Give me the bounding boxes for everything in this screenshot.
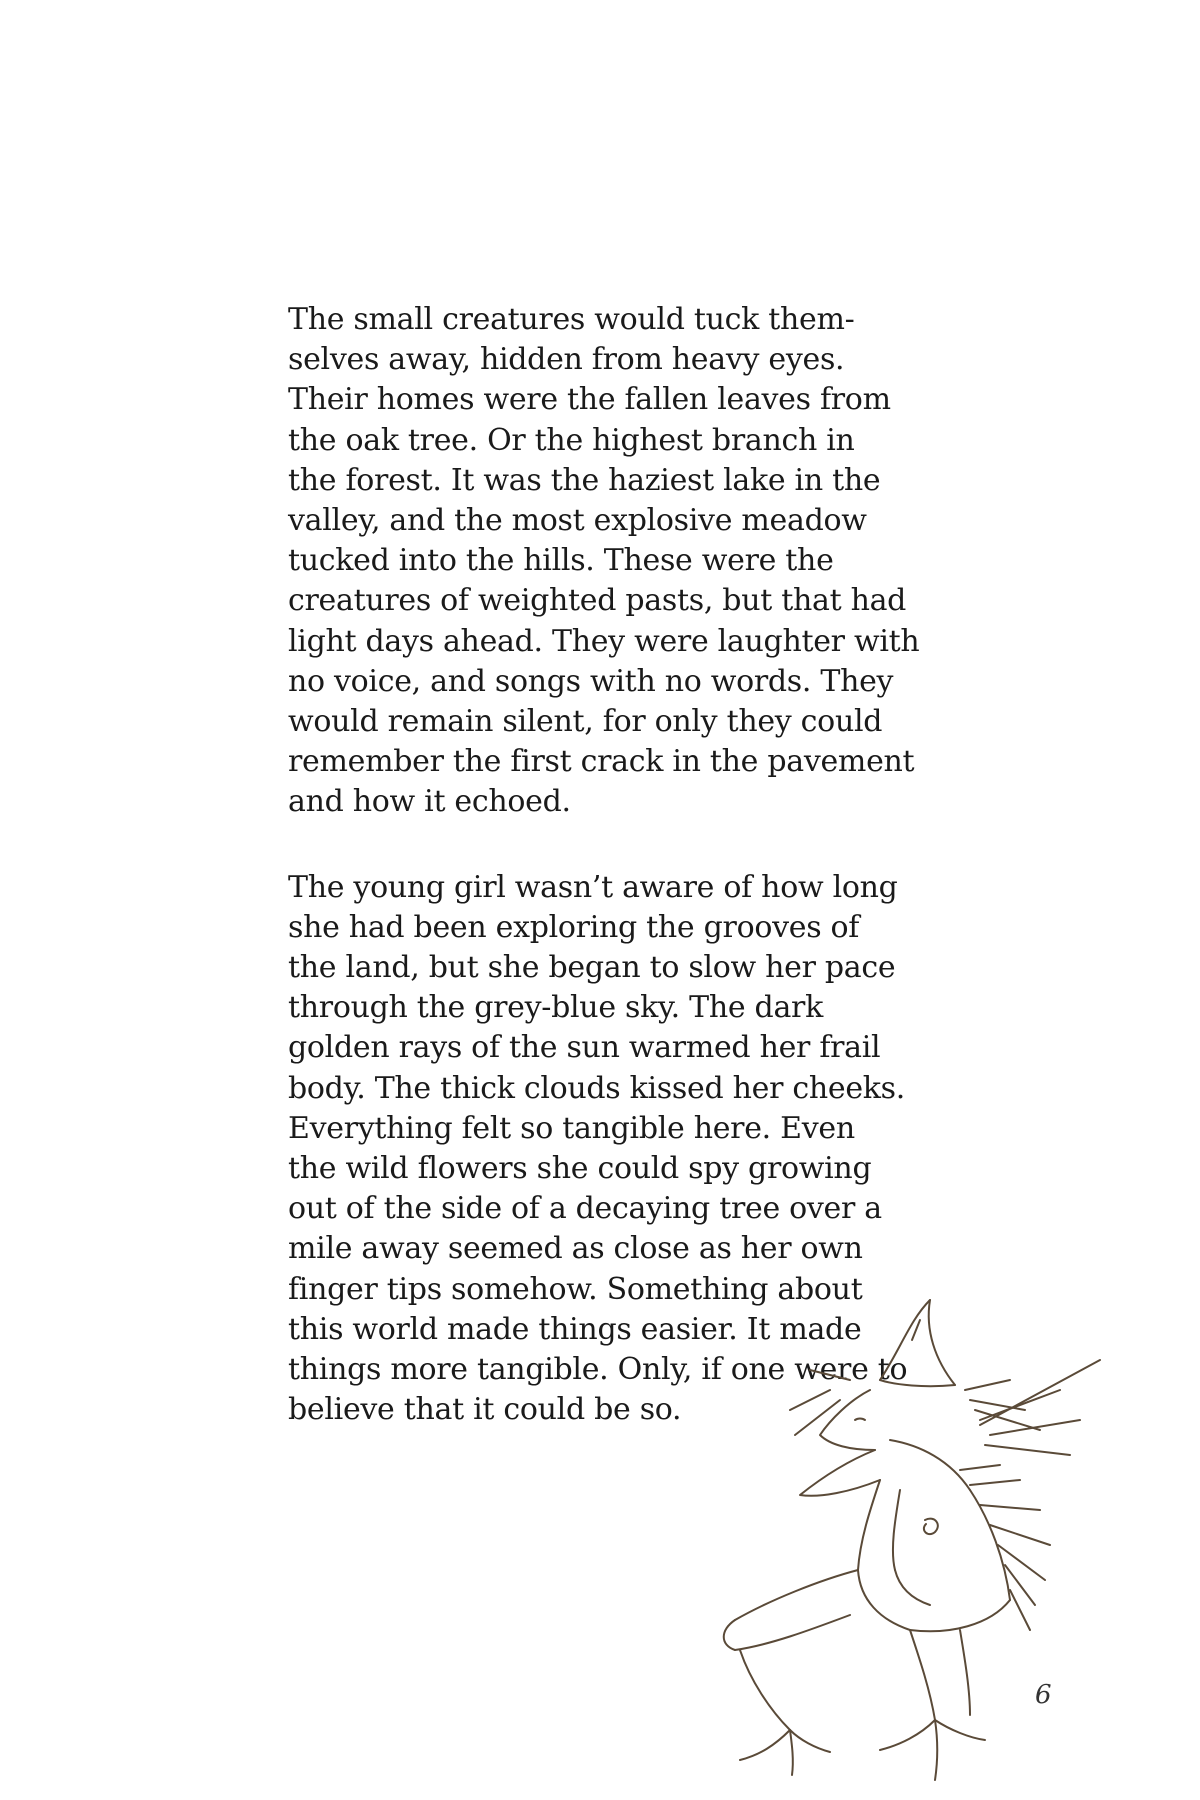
text-line: and how it echoed. bbox=[288, 784, 571, 820]
text-line: creatures of weighted pasts, but that had bbox=[288, 583, 907, 619]
text-line: would remain silent, for only they could bbox=[288, 704, 883, 740]
text-line: valley, and the most explosive meadow bbox=[288, 503, 867, 539]
text-line: the oak tree. Or the highest branch in bbox=[288, 422, 855, 458]
text-line: out of the side of a decaying tree over a bbox=[288, 1191, 882, 1227]
text-line: The small creatures would tuck them- bbox=[288, 302, 855, 337]
text-line: body. The thick clouds kissed her cheeks. bbox=[288, 1070, 905, 1106]
text-line: the forest. It was the haziest lake in the bbox=[288, 462, 881, 498]
text-line: believe that it could be so. bbox=[288, 1392, 682, 1428]
text-line: mile away seemed as close as her own bbox=[288, 1231, 863, 1267]
text-line: the land, but she began to slow her pace bbox=[288, 950, 896, 986]
text-line: The young girl wasn’t aware of how long bbox=[288, 869, 898, 905]
text-line: this world made things easier. It made bbox=[288, 1311, 862, 1347]
text-line: the wild flowers she could spy growing bbox=[288, 1151, 872, 1187]
text-line: selves away, hidden from heavy eyes. bbox=[288, 342, 845, 378]
text-line: Everything felt so tangible here. Even bbox=[288, 1110, 855, 1146]
text-line: things more tangible. Only, if one were to bbox=[288, 1352, 908, 1388]
text-line: she had been exploring the grooves of bbox=[288, 909, 860, 945]
text-line: tucked into the hills. These were the bbox=[288, 543, 834, 579]
creature-sketch-icon bbox=[680, 1260, 1200, 1800]
paragraph-1 bbox=[288, 300, 938, 823]
page-number: 6 bbox=[1035, 1680, 1052, 1710]
text-line: Their homes were the fallen leaves from bbox=[288, 382, 891, 418]
text-line: light days ahead. They were laughter with bbox=[288, 623, 920, 659]
text-line: no voice, and songs with no words. They bbox=[288, 663, 894, 699]
text-line: through the grey-blue sky. The dark bbox=[288, 990, 823, 1026]
text-line: remember the first crack in the pavement bbox=[288, 744, 915, 780]
text-line: golden rays of the sun warmed her frail bbox=[288, 1030, 881, 1066]
text-line: finger tips somehow. Something about bbox=[288, 1271, 863, 1307]
